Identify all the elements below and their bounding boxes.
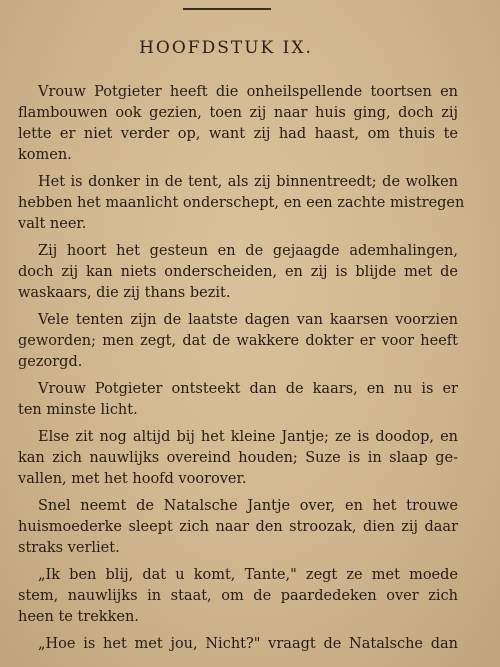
paragraph xyxy=(18,82,458,166)
text-line: Snel neemt de Natalsche Jantje over, en het trouwe xyxy=(38,498,458,514)
paragraph xyxy=(18,565,458,628)
text-line: gezorgd. xyxy=(18,354,83,370)
text-line: huismoederke sleept zich naar den stroozak, dien zij daar xyxy=(18,519,458,535)
paragraph xyxy=(18,172,465,235)
text-line: ten minste licht. xyxy=(18,402,138,418)
paragraph xyxy=(18,241,458,304)
text-line: lette er niet verder op, want zij had haast, om thuis te xyxy=(18,126,458,142)
text-line: heen te trekken. xyxy=(18,609,139,625)
text-line: stem, nauwlijks in staat, om de paardedeken over zich xyxy=(18,588,458,604)
top-rule xyxy=(183,8,271,10)
paragraph xyxy=(18,427,458,490)
text-line: „Ik ben blij, dat u komt, Tante," zegt ze met moede xyxy=(38,567,458,583)
paragraph xyxy=(18,379,458,421)
text-line: Het is donker in de tent, als zij binnentreedt; de wolken xyxy=(38,174,458,190)
text-line: Vrouw Potgieter heeft die onheilspellende toortsen en xyxy=(38,84,458,100)
paragraph xyxy=(18,310,458,373)
text-line: Zij hoort het gesteun en de gejaagde ademhalingen, xyxy=(38,243,458,259)
text-line: flambouwen ook gezien, toen zij naar huis ging, doch zij xyxy=(18,105,458,121)
paragraph xyxy=(18,634,458,655)
text-line: geworden; men zegt, dat de wakkere dokter er voor heeft xyxy=(18,333,458,349)
text-line: Vele tenten zijn de laatste dagen van kaarsen voorzien xyxy=(38,312,458,328)
text-line: waskaars, die zij thans bezit. xyxy=(18,285,231,301)
paragraph xyxy=(18,496,458,559)
text-line: hebben het maanlicht onderschept, en een zachte mistregen xyxy=(18,195,465,211)
text-line: kan zich nauwlijks overeind houden; Suze is in slaap ge- xyxy=(18,450,458,466)
text-line: vallen, met het hoofd voorover. xyxy=(18,471,247,487)
text-line: Vrouw Potgieter ontsteekt dan de kaars, en nu is er xyxy=(38,381,458,397)
text-line: „Hoe is het met jou, Nicht?" vraagt de Natalsche dan xyxy=(38,636,458,652)
body-text xyxy=(18,82,465,661)
chapter-title: HOOFDSTUK IX. xyxy=(139,38,313,58)
text-line: straks verliet. xyxy=(18,540,120,556)
text-line: valt neer. xyxy=(18,216,87,232)
text-line: komen. xyxy=(18,147,72,163)
text-line: doch zij kan niets onderscheiden, en zij is blijde met de xyxy=(18,264,458,280)
text-line: Else zit nog altijd bij het kleine Jantje; ze is doodop, en xyxy=(38,429,458,445)
